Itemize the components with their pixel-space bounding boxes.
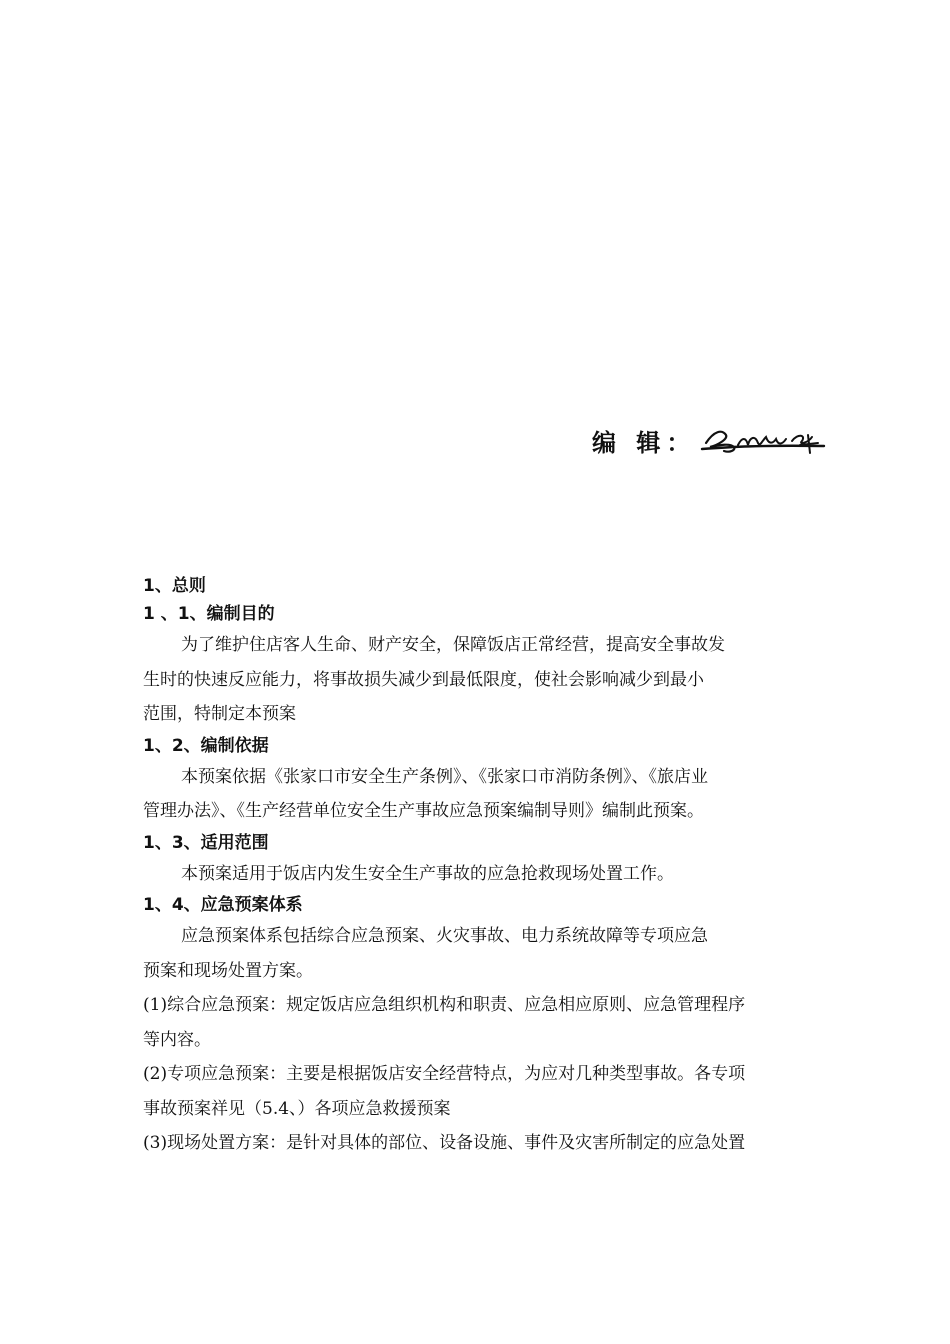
scope-line: 本预案适用于饭店内发生安全生产事故的应急抢救现场处置工作。 [181, 863, 674, 884]
handwritten-signature [700, 423, 830, 457]
section-heading-system: 1、4、应急预案体系 [143, 895, 303, 915]
system-line: 事故预案祥见（5.4、）各项应急救援预案 [143, 1098, 451, 1119]
section-heading-general: 1、总则 [143, 576, 206, 596]
purpose-line: 生时的快速反应能力，将事故损失减少到最低限度，使社会影响减少到最小 [143, 669, 704, 690]
system-line: 应急预案体系包括综合应急预案、火灾事故、电力系统故障等专项应急 [181, 926, 708, 946]
system-line: (1)综合应急预案：规定饭店应急组织机构和职责、应急相应原则、应急管理程序 [143, 995, 746, 1015]
purpose-line: 范围，特制定本预案 [143, 704, 296, 724]
editor-line [592, 420, 830, 460]
section-heading-scope: 1、3、适用范围 [143, 832, 269, 853]
system-line: 等内容。 [143, 1029, 211, 1050]
basis-line: 本预案依据《张家口市安全生产条例》、《张家口市消防条例》、《旅店业 [181, 766, 708, 787]
editor-label: 编 辑： [592, 428, 697, 457]
system-line: (2)专项应急预案：主要是根据饭店安全经营特点，为应对几种类型事故。各专项 [143, 1064, 746, 1084]
basis-line: 管理办法》、《生产经营单位安全生产事故应急预案编制导则》编制此预案。 [143, 801, 704, 821]
system-line: 预案和现场处置方案。 [143, 960, 313, 981]
purpose-line: 为了维护住店客人生命、财产安全，保障饭店正常经营，提高安全事故发 [181, 635, 725, 655]
section-heading-basis: 1、2、编制依据 [143, 735, 269, 756]
system-line: (3)现场处置方案：是针对具体的部位、设备设施、事件及灾害所制定的应急处置 [143, 1133, 746, 1153]
document-body [143, 572, 811, 1161]
section-heading-purpose: 1 、1、编制目的 [143, 604, 275, 624]
